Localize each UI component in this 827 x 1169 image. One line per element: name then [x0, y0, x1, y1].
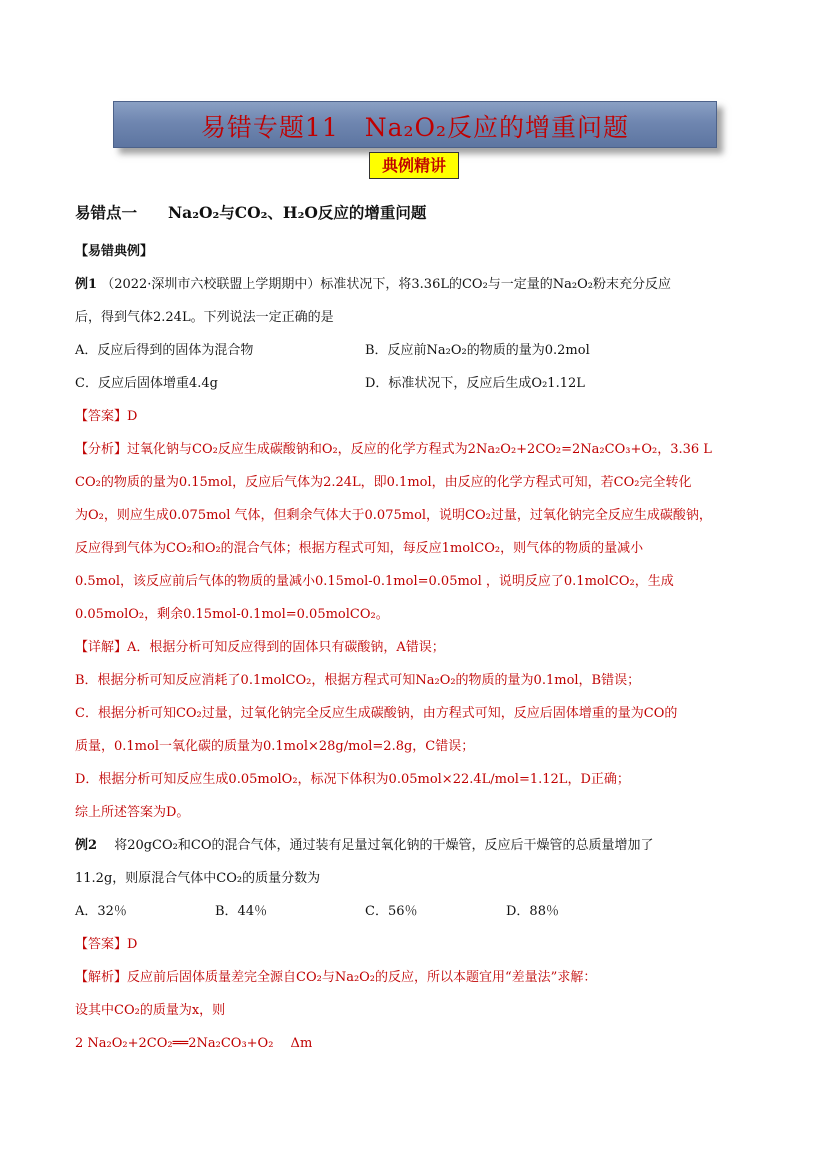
section-heading: 易错点一 Na₂O₂与CO₂、H₂O反应的增重问题 [75, 203, 427, 222]
ex2-option-c: C．56％ [365, 904, 418, 919]
title-banner [113, 101, 717, 148]
ex2-let-statement: 设其中CO₂的质量为x，则 [75, 1003, 226, 1018]
ex2-option-b: B．44％ [215, 904, 268, 919]
ex2-label: 例2 [75, 838, 98, 853]
ex1-detail-line: D．根据分析可知反应生成0.05molO₂，标况下体积为0.05mol×22.4L/mol=1.12L，D正确； [75, 772, 630, 787]
ex2-equation: 2 Na₂O₂+2CO₂══2Na₂CO₃+O₂ Δm [75, 1036, 313, 1051]
ex2-option-a: A．32％ [75, 904, 127, 919]
example-label: 【易错典例】 [75, 244, 154, 259]
ex1-detail-line: B．根据分析可知反应消耗了0.1molCO₂，根据方程式可知Na₂O₂的物质的量为0.1mol，B错误； [75, 673, 641, 688]
ex1-analysis-line: 【分析】过氧化钠与CO₂反应生成碳酸钠和O₂，反应的化学方程式为2Na₂O₂+2CO₂=2Na₂CO₃+O₂，3.36 L [75, 442, 712, 457]
ex1-option-b: B．反应前Na₂O₂的物质的量为0.2mol [365, 343, 590, 358]
section-badge: 典例精讲 [369, 152, 459, 179]
ex2-option-d: D．88％ [506, 904, 559, 919]
page-title: 易错专题11 Na₂O₂反应的增重问题 [200, 113, 630, 142]
ex1-option-a: A．反应后得到的固体为混合物 [75, 343, 254, 358]
ex1-detail-line: 综上所述答案为D。 [75, 805, 190, 820]
ex2-answer: 【答案】D [75, 937, 138, 952]
ex1-analysis-line: CO₂的物质的量为0.15mol，反应后气体为2.24L，即0.1mol，由反应的化学方程式可知，若CO₂完全转化 [75, 475, 692, 490]
ex2-question-text1: 将20gCO₂和CO的混合气体，通过装有足量过氧化钠的干燥管，反应后干燥管的总质量增加了 [101, 838, 654, 853]
ex1-analysis-line: 为O₂，则应生成0.075mol 气体，但剩余气体大于0.075mol，说明CO₂过量，过氧化钠完全反应生成碳酸钠， [75, 508, 712, 523]
ex1-question-line1 [75, 273, 787, 292]
ex1-detail-line: 【详解】A．根据分析可知反应得到的固体只有碳酸钠，A错误； [75, 640, 445, 655]
ex1-analysis-line: 0.05molO₂，剩余0.15mol-0.1mol=0.05molCO₂。 [75, 607, 389, 622]
ex1-question-line2: 后，得到气体2.24L。下列说法一定正确的是 [75, 310, 334, 325]
ex1-analysis-line: 0.5mol，该反应前后气体的物质的量减小0.15mol-0.1mol=0.05mol ，说明反应了0.1molCO₂，生成 [75, 574, 674, 589]
ex1-label: 例1 [75, 277, 98, 292]
ex1-question-text1: （2022·深圳市六校联盟上学期期中）标准状况下，将3.36L的CO₂与一定量的Na₂O₂粉末充分反应 [101, 277, 672, 292]
ex2-explanation: 【解析】反应前后固体质量差完全源自CO₂与Na₂O₂的反应，所以本题宜用“差量法”求解： [75, 970, 597, 985]
ex1-analysis-line: 反应得到气体为CO₂和O₂的混合气体；根据方程式可知，每反应1molCO₂，则气体的物质的量减小 [75, 541, 644, 556]
ex1-option-c: C．反应后固体增重4.4g [75, 376, 218, 391]
ex1-detail-line: 质量，0.1mol一氧化碳的质量为0.1mol×28g/mol=2.8g，C错误； [75, 739, 475, 754]
ex1-option-d: D．标准状况下，反应后生成O₂1.12L [365, 376, 585, 391]
ex1-detail-line: C．根据分析可知CO₂过量，过氧化钠完全反应生成碳酸钠，由方程式可知，反应后固体增重的量为CO的 [75, 706, 678, 721]
ex2-question-line2: 11.2g，则原混合气体中CO₂的质量分数为 [75, 871, 321, 886]
ex1-answer: 【答案】D [75, 409, 138, 424]
ex1-options-row1 [75, 339, 787, 358]
ex1-options-row2 [75, 372, 787, 391]
ex2-question-line1 [75, 834, 787, 853]
ex2-options-row [75, 900, 787, 919]
